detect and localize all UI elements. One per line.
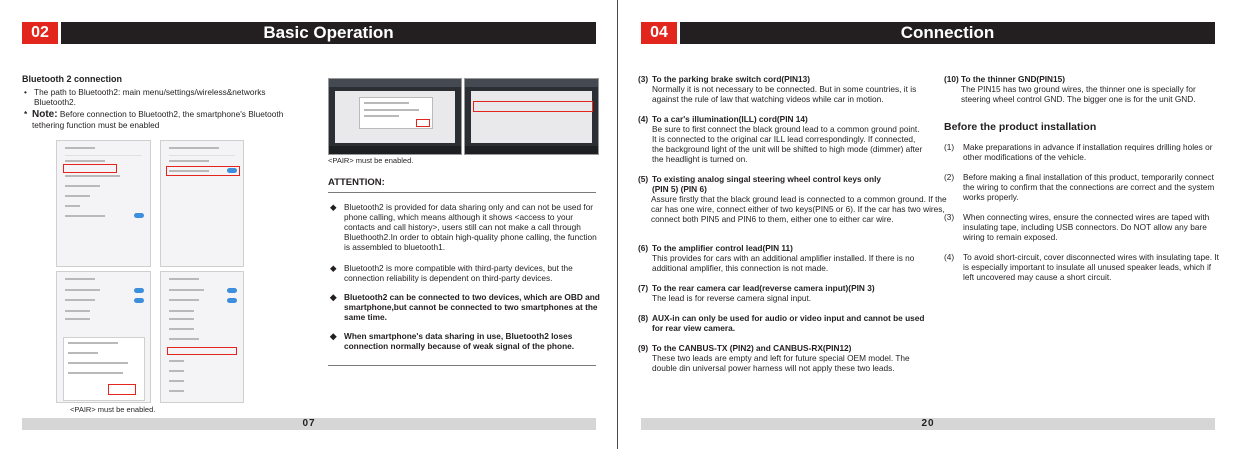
attention-text: Bluetooth2 is more compatible with third-party devices, but the connection reliability is dependent on third-party devices. [344,263,573,283]
phone-screenshot-tethering [160,140,244,267]
install-text: Before making a final installation of this product, temporarily connect the wiring to confirm that the connections are correct and the system works properly. [963,172,1215,202]
path-text: The path to Bluetooth2: main menu/settings/wireless&networks Bluetooth2. [34,87,266,107]
diamond-bullet-icon: ◆ [330,202,337,212]
note-text: Before connection to Bluetooth2, the smartphone's Bluetooth tethering function must be enabled [32,109,284,130]
install-title: Before the product installation [944,121,1097,133]
asterisk-icon: * [24,109,28,119]
phone-screenshot-bluetooth-list [160,271,244,403]
right-page: 04 Connection (3) To the parking brake switch cord(PIN13) Normally it is not necessary to be connected. But in some countries, it is against the rule of law that watching videos while car in motion. (4) To a car's illumination(ILL) cord(PIN 14) Be sure to first connect the black ground lead to a common ground point. It is connected to the original car ILL lead correspondingly. If connected, the background light of the unit will be shifted to high mode (dimmer) after the headlight is turned on. (5) To existing analog singal steering wheel control keys only (PIN 5) (PIN 6) Assure firstly that the black ground lead is connected to a common ground. If the car has one wire, connect either of two keys(PIN5 or 6). If the car has two wires, connect both PIN5 and PIN6 to them, either one to either car wire. (6) To the amplifier control lead(PIN 11) This provides for cars with an additional amplifier installed. If there is no additional amplifier, this connection is not made. (7) To the rear camera car lead(reverse camera input)(PIN 3) The lead is for reverse camera signal input. (8) AUX-in can only be used for audio or video input and cannot be used for rear view camera. (9) To the CANBUS-TX (PIN2) and CANBUS-RX(PIN12) These two leads are empty and left for future special OEM model. The double din universal power harness will not apply these two leads. (10) To the thinner GND(PIN15) The PIN15 has two ground wires, the thinner one is specially for steering wheel control GND. The bigger one is for the unit GND. Before the product installation (1) Make preparations in advance if installation requires drilling holes or other modifications of the vehicle. (2) Before making a final installation of this product, temporarily connect the wiring to confirm that the connections are correct and the system works properly. (3) When connecting wires, ensure the connected wires are taped with insulating tape, including USB connectors. Do NOT allow any bare wiring to remain exposed. (4) To avoid short-circuit, cover disconnected wires with insulating tape. It is especially important to insulate all unused speaker leads, which if left uncovered may cause a short circuit. 20 [638,23,1219,429]
pin-heading: To the amplifier control lead(PIN 11) [652,243,793,253]
car-screenshot-bluetooth-list [464,78,599,155]
toggle-icon [227,288,237,293]
pin-heading: To a car's illumination(ILL) cord(PIN 14) [652,114,808,124]
pin-heading: To the CANBUS-TX (PIN2) and CANBUS-RX(PIN12) [652,343,852,353]
section-title: Bluetooth 2 connection [22,74,122,84]
attention-text: Bluetooth2 can be connected to two devices, which are OBD and smartphone,but cannot be connected to two smartphones at the same time. [344,292,600,322]
attention-title: ATTENTION: [328,177,385,188]
diamond-bullet-icon: ◆ [330,331,337,341]
page-number-bar: 07 [22,418,596,430]
caption-pair-top: <PAIR> must be enabled. [328,156,414,165]
pair-button-highlight [108,384,136,395]
install-text: Make preparations in advance if installation requires drilling holes or other modifications of the vehicle. [963,142,1213,162]
divider [328,365,596,366]
diamond-bullet-icon: ◆ [330,292,337,302]
page-number-bar: 20 [641,418,1215,430]
car-screenshot-pair-dialog [328,78,462,155]
toggle-icon [134,298,144,303]
pin-description: The PIN15 has two ground wires, the thinner one is specially for steering wheel control GND. The bigger one is for the unit GND. [961,84,1196,104]
toggle-icon [227,298,237,303]
pin-description: The lead is for reverse camera signal input. [652,293,812,303]
attention-text: When smartphone's data sharing in use, Bluetooth2 loses connection normally because of weak signal of the phone. [344,331,575,351]
note-label: Note: [32,109,58,120]
phone-screenshot-more-menu [56,140,151,267]
pin-description: These two leads are empty and left for future special OEM model. The double din universal power harness will not apply these two leads. [652,353,910,373]
bullet-icon: • [24,87,27,97]
chapter-number-badge: 02 [22,22,58,44]
toggle-icon [134,213,144,218]
device-highlight [473,101,593,112]
pair-button-highlight [416,119,430,127]
pair-dialog [359,97,433,129]
pin-heading: To the parking brake switch cord(PIN13) [652,74,810,84]
attention-text: Bluetooth2 is provided for data sharing only and can not be used for phone calling, which means although it shows <access to your contacts and call history>, users still can not make a call through Bluethooth2.In order to obtain high-quality phone calling, the function is assembled to bluetooth1. [344,202,597,252]
pin-heading: To existing analog singal steering wheel control keys only [652,174,881,184]
pin-description: Normally it is not necessary to be connected. But in some countries, it is against the rule of law that watching videos while car in motion. [652,84,917,104]
pin-heading-line2: (PIN 5) (PIN 6) [652,184,707,194]
chapter-title-bar: Basic Operation [61,22,596,44]
install-text: To avoid short-circuit, cover disconnected wires with insulating tape. It is especially important to insulate all unused speaker leads, which if left uncovered may cause a short circuit. [963,252,1219,282]
toggle-icon [134,288,144,293]
install-text: When connecting wires, ensure the connected wires are taped with insulating tape, including USB connectors. Do NOT allow any bare wiring to remain exposed. [963,212,1210,242]
pin-heading-line2: for rear view camera. [652,323,736,333]
diamond-bullet-icon: ◆ [330,263,337,273]
caption-pair-bottom: <PAIR> must be enabled. [70,405,156,414]
pin-heading: AUX-in can only be used for audio or video input and cannot be used [652,313,925,323]
pin-heading: To the rear camera car lead(reverse camera input)(PIN 3) [652,283,875,293]
highlight-box [63,164,117,173]
chapter-title-bar: Connection [680,22,1215,44]
pairing-dialog [63,337,145,401]
phone-screenshot-bluetooth-pair [56,271,151,403]
pin-description: Be sure to first connect the black ground lead to a common ground point. It is connected to the original car ILL lead correspondingly. If connected, the background light of the unit will be shifted to high mode (dimmer) after the headlight is turned on. [652,124,923,164]
divider [328,192,596,193]
pin-description: Assure firstly that the black ground lead is connected to a common ground. If the car has one wire, connect either of two keys(PIN5 or 6). If the car has two wires, connect both PIN5 and PIN6 to them, either one to either car wire. [651,194,947,224]
pin-description: This provides for cars with an additional amplifier installed. If there is no additional amplifier, this connection is not made. [652,253,915,273]
note-body [32,109,308,130]
pin-heading: To the thinner GND(PIN15) [961,74,1066,84]
device-highlight [167,347,237,355]
toggle-icon [227,168,237,173]
chapter-number-badge: 04 [641,22,677,44]
